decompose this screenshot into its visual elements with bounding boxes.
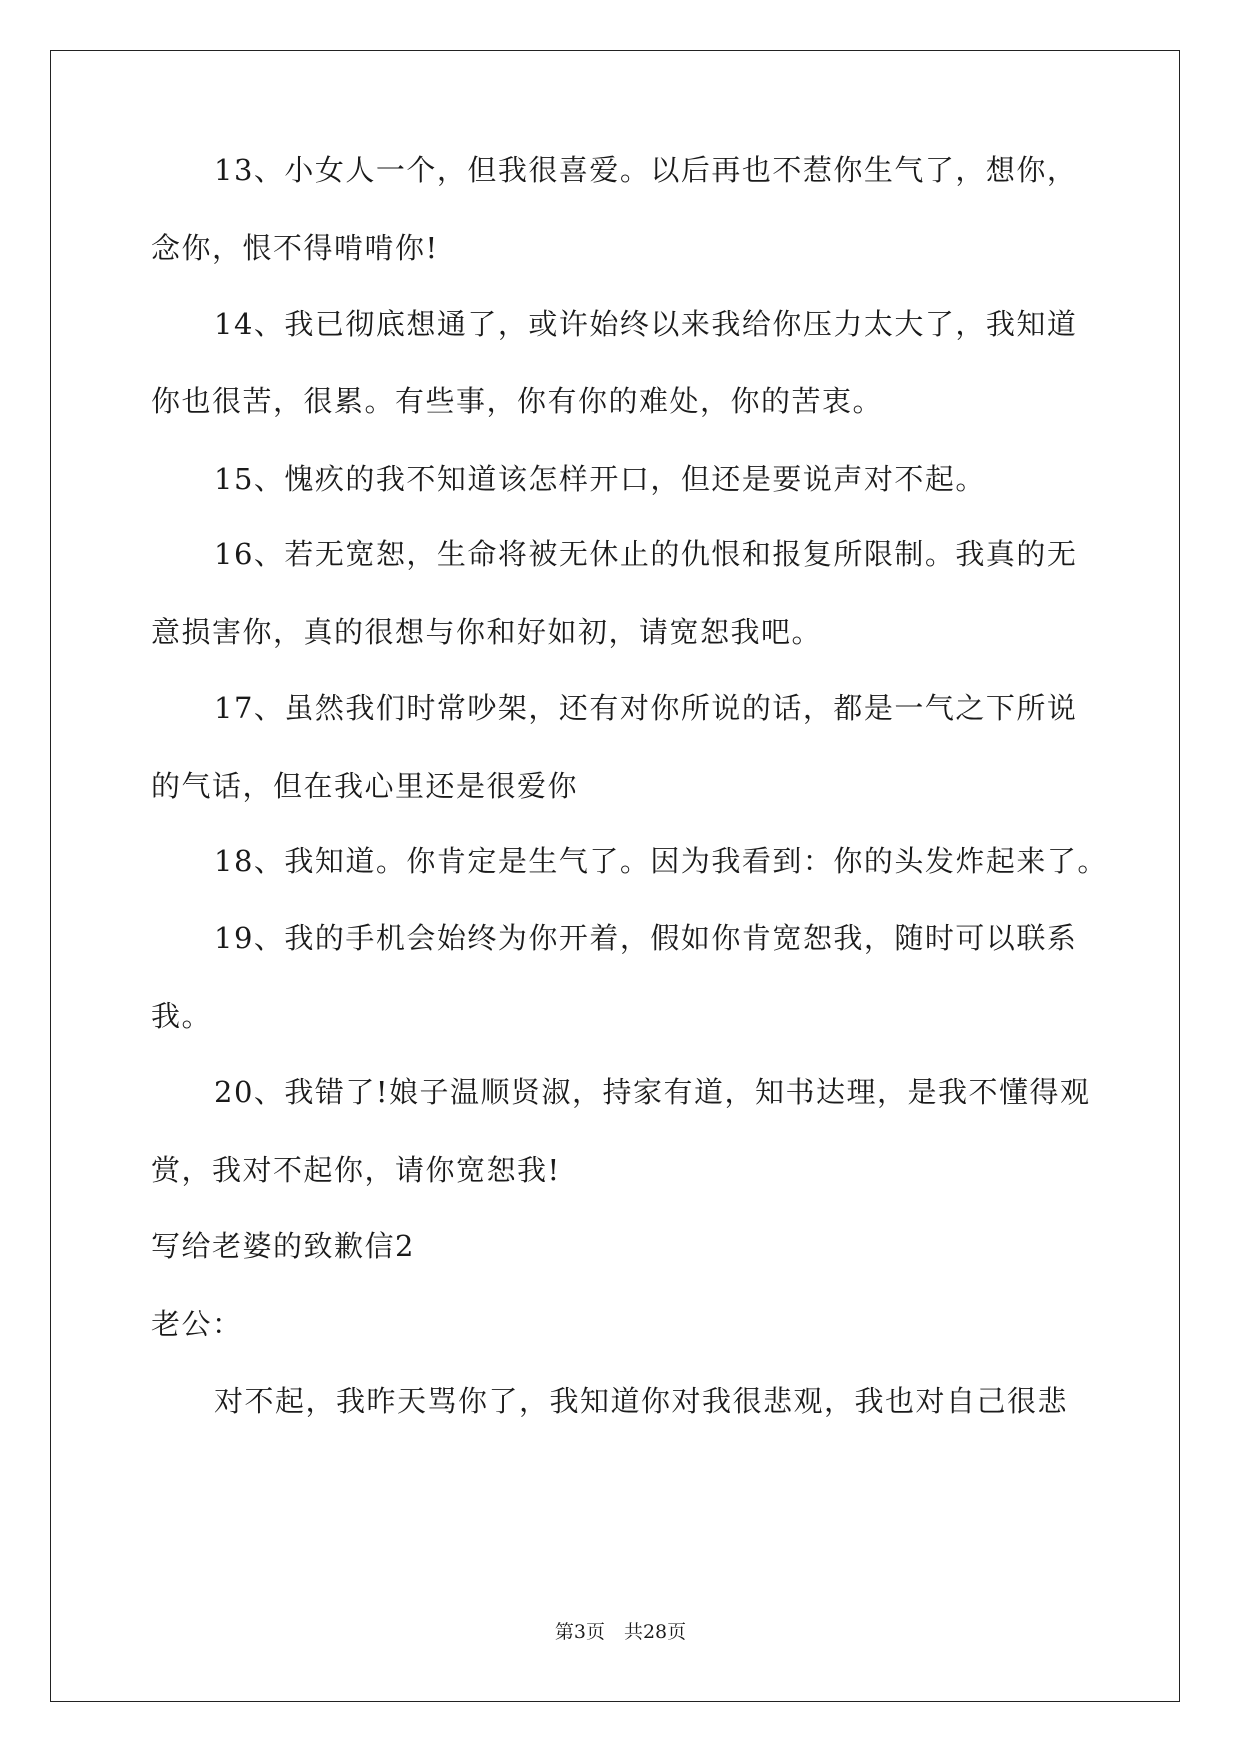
letter-body-line-1: 对不起，我昨天骂你了，我知道你对我很悲观，我也对自己很悲 <box>214 1384 1069 1418</box>
page-footer: 第3页 共28页 <box>554 1621 687 1643</box>
item-19-line-2: 我。 <box>151 999 213 1033</box>
salutation: 老公： <box>151 1307 243 1341</box>
item-16-line-1: 16、若无宽恕，生命将被无休止的仇恨和报复所限制。我真的无 <box>214 537 1078 571</box>
item-19-line-1: 19、我的手机会始终为你开着，假如你肯宽恕我，随时可以联系 <box>214 921 1078 955</box>
item-17-line-1: 17、虽然我们时常吵架，还有对你所说的话，都是一气之下所说 <box>214 691 1078 725</box>
item-20-line-1: 20、我错了!娘子温顺贤淑，持家有道，知书达理，是我不懂得观 <box>214 1075 1091 1109</box>
item-16-line-2: 意损害你，真的很想与你和好如初，请宽恕我吧。 <box>151 615 823 649</box>
item-13-line-1: 13、小女人一个，但我很喜爱。以后再也不惹你生气了，想你， <box>214 153 1078 187</box>
item-17-line-2: 的气话，但在我心里还是很爱你 <box>151 769 579 803</box>
item-18-line-1: 18、我知道。你肯定是生气了。因为我看到：你的头发炸起来了。 <box>214 844 1108 878</box>
item-14-line-1: 14、我已彻底想通了，或许始终以来我给你压力太大了，我知道 <box>214 307 1078 341</box>
section-heading: 写给老婆的致歉信2 <box>151 1229 415 1263</box>
item-14-line-2: 你也很苦，很累。有些事，你有你的难处，你的苦衷。 <box>151 384 884 418</box>
item-20-line-2: 赏，我对不起你，请你宽恕我! <box>151 1153 561 1187</box>
item-13-line-2: 念你，恨不得啃啃你! <box>151 231 439 265</box>
item-15-line-1: 15、愧疚的我不知道该怎样开口，但还是要说声对不起。 <box>214 462 986 496</box>
